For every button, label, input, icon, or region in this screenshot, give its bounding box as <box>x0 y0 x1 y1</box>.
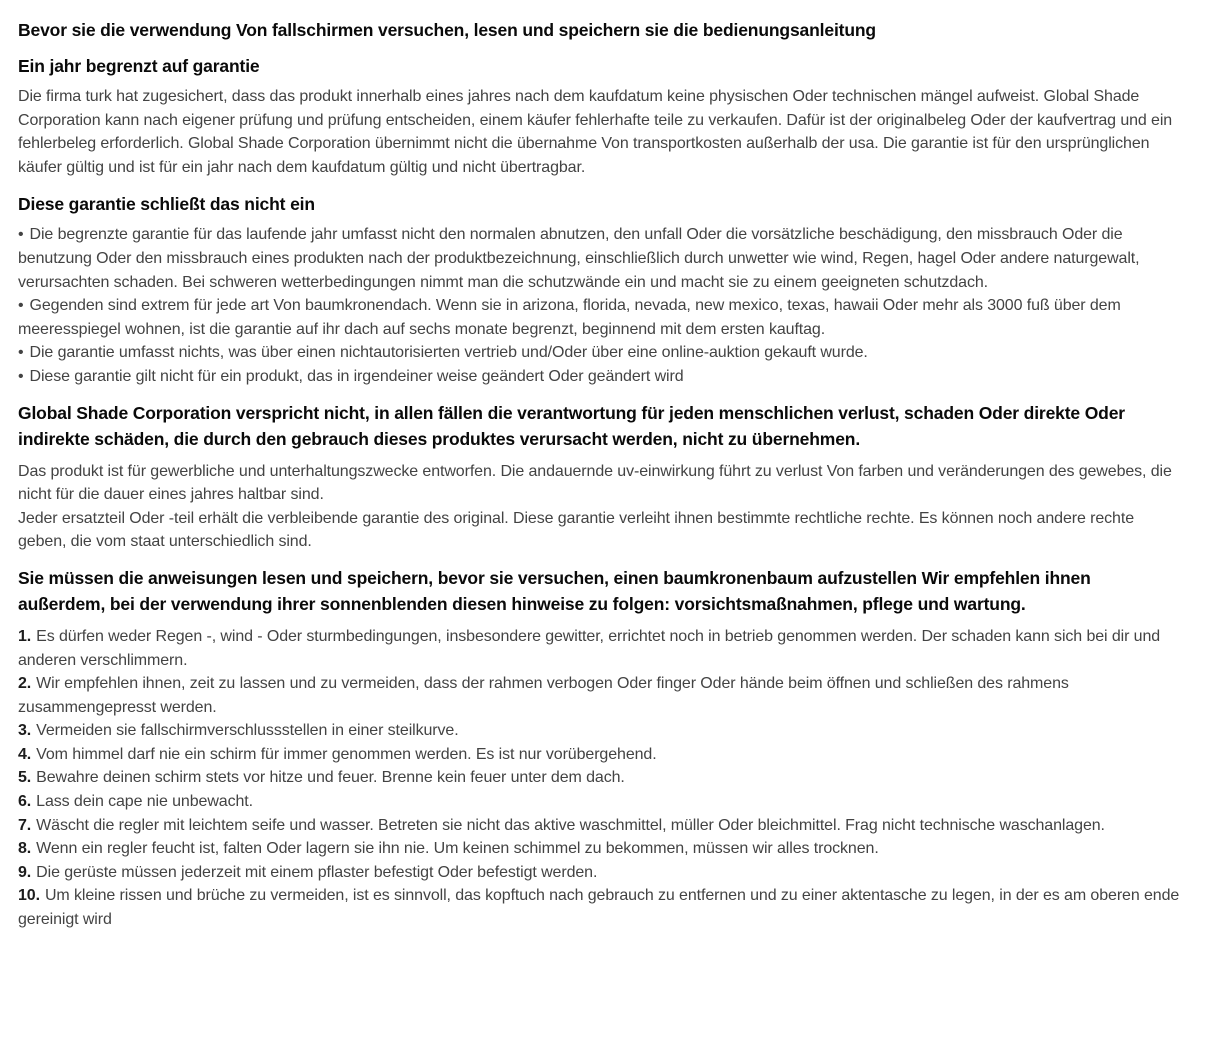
liability-section-heading: Global Shade Corporation verspricht nicht, in allen fällen die verantwortung für jeden menschlichen verlust, schaden Oder direkte Oder indirekte schäden, die durch den gebrauch dieses produktes verursacht werden, nicht zu übernehmen. <box>18 402 1125 449</box>
bullet-icon: • <box>18 344 24 362</box>
instruction-number: 10. <box>18 887 40 905</box>
instruction-item <box>18 766 1180 790</box>
instruction-number: 3. <box>18 722 32 740</box>
exclusion-item-text: Gegenden sind extrem für jede art Von baumkronendach. Wenn sie in arizona, florida, nevada, new mexico, texas, hawaii Oder mehr als 3000 fuß über dem meeresspiegel wohnen, ist die garantie auf ihr dach auf sechs monate begrenzt, beginnend mit dem ersten kauftag. <box>18 297 1121 338</box>
instruction-item <box>18 743 1180 767</box>
exclusion-item-text: Die garantie umfasst nichts, was über einen nichtautorisierten vertrieb und/Oder über eine online-auktion gekauft wurde. <box>29 344 868 362</box>
instruction-number: 6. <box>18 793 32 811</box>
instruction-number: 8. <box>18 840 32 858</box>
instruction-text: Bewahre deinen schirm stets vor hitze und feuer. Brenne kein feuer unter dem dach. <box>36 769 625 787</box>
exclusions-section-heading: Diese garantie schließt das nicht ein <box>18 194 315 215</box>
instruction-item <box>18 672 1180 719</box>
instruction-number: 7. <box>18 816 32 834</box>
instruction-item <box>18 884 1180 931</box>
bullet-icon: • <box>18 226 24 244</box>
instruction-number: 1. <box>18 627 32 645</box>
instructions-section-heading: Sie müssen die anweisungen lesen und speichern, bevor sie versuchen, einen baumkronenbaum aufzustellen Wir empfehlen ihnen außerdem, bei der verwendung ihrer sonnenblenden diesen hinweise zu folgen: vorsichtsmaßnahmen, pflege und wartung. <box>18 567 1091 614</box>
warranty-section-heading: Ein jahr begrenzt auf garantie <box>18 56 260 76</box>
warranty-body-paragraph: Die firma turk hat zugesichert, dass das produkt innerhalb eines jahres nach dem kaufdatum keine physischen Oder technischen mängel aufweist. Global Shade Corporation kann nach eigener prüfung und prüfung entscheiden, einem käufer fehlerhafte teile zu verkaufen. Dafür ist der originalbeleg Oder der kaufvertrag und ein fehlerbeleg erforderlich. Global Shade Corporation übernimmt nicht die übernahme Von transportkosten außerhalb der usa. Die garantie ist für den ursprünglichen käufer gültig und ist für ein jahr nach dem kaufdatum gültig und nicht übertragbar. <box>18 88 1173 176</box>
liability-paragraph: Das produkt ist für gewerbliche und unterhaltungszwecke entworfen. Die andauernde uv-einwirkung führt zu verlust Von farben und veränderungen des gewebes, die nicht für die dauer eines jahres haltbar sind. <box>18 462 1172 504</box>
instruction-number: 2. <box>18 675 32 693</box>
instruction-text: Lass dein cape nie unbewacht. <box>36 793 253 811</box>
instruction-item <box>18 861 1180 885</box>
instruction-item <box>18 625 1180 672</box>
instruction-number: 9. <box>18 863 32 881</box>
instruction-text: Wenn ein regler feucht ist, falten Oder lagern sie ihn nie. Um keinen schimmel zu bekommen, müssen wir alles trocknen. <box>36 840 879 858</box>
exclusion-bullet-item <box>18 341 1180 365</box>
exclusion-item-text: Diese garantie gilt nicht für ein produkt, das in irgendeiner weise geändert Oder geändert wird <box>29 367 684 385</box>
instruction-number: 4. <box>18 745 32 763</box>
instruction-text: Um kleine rissen und brüche zu vermeiden, ist es sinnvoll, das kopftuch nach gebrauch zu entfernen und zu einer aktentasche zu legen, in der es am oberen ende gereinigt wird <box>18 887 1180 929</box>
exclusion-bullet-item <box>18 294 1180 341</box>
instruction-text: Es dürfen weder Regen -, wind - Oder sturmbedingungen, insbesondere gewitter, errichtet noch in betrieb genommen werden. Der schaden kann sich bei dir und anderen verschlimmern. <box>18 627 1161 669</box>
exclusion-bullet-item <box>18 223 1180 294</box>
instruction-item <box>18 837 1180 861</box>
bullet-icon: • <box>18 367 24 385</box>
instruction-text: Vom himmel darf nie ein schirm für immer genommen werden. Es ist nur vorübergehend. <box>36 745 657 763</box>
instruction-text: Wäscht die regler mit leichtem seife und wasser. Betreten sie nicht das aktive waschmittel, müller Oder bleichmittel. Frag nicht technische waschanlagen. <box>36 816 1105 834</box>
instruction-item <box>18 790 1180 814</box>
exclusion-item-text: Die begrenzte garantie für das laufende jahr umfasst nicht den normalen abnutzen, den unfall Oder die vorsätzliche beschädigung, den missbrauch Oder die benutzung Oder den missbrauch eines produkten nach der produktbezeichnung, einschließlich durch unwetter wie wind, Regen, hagel Oder andere naturgewalt, verursachten schaden. Bei schweren wetterbedingungen nimmt man die schutzwände ein und macht sie zu einem geeigneten schutzdach. <box>18 226 1140 291</box>
document-title: Bevor sie die verwendung Von fallschirmen versuchen, lesen und speichern sie die bedienungsanleitung <box>18 20 876 40</box>
liability-paragraph: Jeder ersatzteil Oder -teil erhält die verbleibende garantie des original. Diese garantie verleiht ihnen bestimmte rechtliche rechte. Es können noch andere rechte geben, die vom staat unterschiedlich sind. <box>18 509 1134 551</box>
instruction-text: Die gerüste müssen jederzeit mit einem pflaster befestigt Oder befestigt werden. <box>36 863 598 881</box>
exclusion-bullet-item <box>18 365 1180 389</box>
instruction-text: Wir empfehlen ihnen, zeit zu lassen und zu vermeiden, dass der rahmen verbogen Oder finger Oder hände beim öffnen und schließen des rahmens zusammengepresst werden. <box>18 675 1069 716</box>
bullet-icon: • <box>18 297 24 315</box>
instruction-text: Vermeiden sie fallschirmverschlussstellen in einer steilkurve. <box>36 722 459 740</box>
instruction-item <box>18 719 1180 743</box>
instruction-number: 5. <box>18 769 32 787</box>
instruction-item <box>18 814 1180 838</box>
